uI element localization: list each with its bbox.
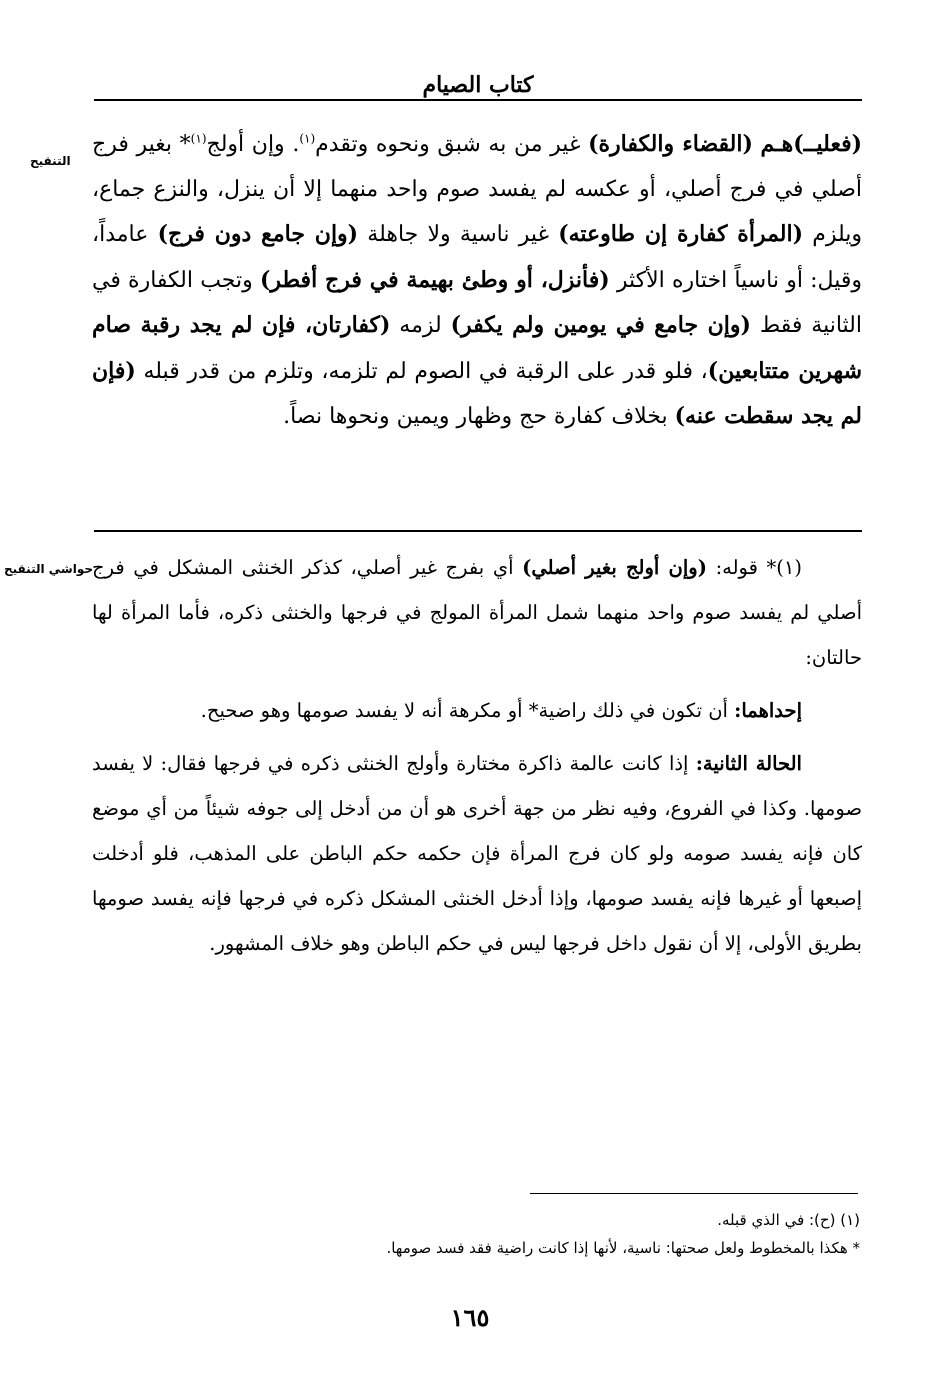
main-bold-segment: (القضاء والكفارة) <box>588 131 753 157</box>
main-text <box>92 122 862 440</box>
main-bold-segment: (المرأة كفارة إن طاوعته) <box>558 221 804 247</box>
main-bold-segment: (فإن لم يجد سقطت عنه) <box>92 357 862 429</box>
main-bold-segment: (وإن جامع في يومين ولم يكفر) <box>450 312 751 338</box>
main-bold-segment: (فعليــ)هـم <box>760 131 862 157</box>
main-text-segment: لزمه <box>390 313 451 338</box>
note-bold: الحالة الثانية: <box>695 752 802 775</box>
main-text-segment: بخلاف كفارة حج وظهار ويمين ونحوها نصاً. <box>283 404 675 429</box>
main-text-segment: غير من به شبق ونحوه وتقدم <box>315 132 589 157</box>
footnote-divider <box>530 1193 858 1194</box>
note-paragraph <box>92 741 862 966</box>
note-paragraph <box>92 545 862 680</box>
side-label-notes: حواشي التنقيح <box>4 562 94 576</box>
main-text-segment: . وإن أولج <box>206 132 300 157</box>
note-paragraph <box>92 688 862 733</box>
main-bold-segment: (كفارتان، فإن لم يجد رقبة صام شهرين متتابعين) <box>92 312 863 384</box>
main-text-segment <box>753 132 761 157</box>
main-bold-segment: (وإن جامع دون فرج) <box>157 221 359 247</box>
footnote-ref: (١) <box>299 131 316 146</box>
note-text: أن تكون في ذلك راضية* أو مكرهة أنه لا يفسد صومها وهو صحيح. <box>200 699 735 722</box>
main-text-segment: غير ناسية ولا جاهلة <box>358 222 559 247</box>
note-text: إذا كانت عالمة ذاكرة مختارة وأولج الخنثى ذكره في فرجها فقال: لا يفسد صومها. وكذا في الفروع، وفيه نظر من جهة أخرى هو أن من أدخل إلى جوفه شيئاً من أي موضع كان فإنه يفسد صومه ولو كان فرج المرأة فإن حكمه حكم الباطن على المذهب، فلو أدخلت إصبعها أو غيرها فإنه يفسد صومها، وإذا أدخل الخنثى المشكل ذكره في فرجها فإنه يفسد صومها بطريق الأولى، إلا أن نقول داخل فرجها ليس في حكم الباطن وهو خلاف المشهور. <box>92 752 862 955</box>
footnote-ref: (١) <box>190 131 207 146</box>
main-text-segment: * بغير فرج أصلي في فرج أصلي، أو عكسه لم يفسد صوم واحد منهما إلا أن ينزل، والنزع جماع، ويلزم <box>92 132 862 247</box>
margin-notes <box>92 545 862 966</box>
footnotes <box>200 1206 860 1262</box>
page-number: ١٦٥ <box>450 1303 490 1332</box>
note-bold: (وإن أولج بغير أصلي) <box>522 556 707 579</box>
footnote: (١) (ح): في الذي قبله. <box>717 1211 860 1229</box>
main-text-segment: ، فلو قدر على الرقبة في الصوم لم تلزمه، وتلزم من قدر قبله <box>135 358 708 384</box>
side-label-main: التنقيح <box>30 154 71 168</box>
note-text: أي بفرج غير أصلي، كذكر الخنثى المشكل في فرج أصلي لم يفسد صوم واحد منهما شمل المرأة المولج في فرجها والخنثى ذكره، فأما المرأة لها حالتان: <box>92 556 862 669</box>
footnote: * هكذا بالمخطوط ولعل صحتها: ناسية، لأنها إذا كانت راضية فقد فسد صومها. <box>386 1239 860 1257</box>
header-divider <box>94 99 862 101</box>
page-title: كتاب الصيام <box>422 72 534 98</box>
note-bold: إحداهما: <box>734 699 802 722</box>
main-text-segment: عامداً، وقيل: أو ناسياً اختاره الأكثر <box>92 222 862 293</box>
main-text-segment: وتجب الكفارة في الثانية فقط <box>92 267 863 338</box>
main-bold-segment: (فأنزل، أو وطئ بهيمة في فرج أفطر) <box>259 266 610 293</box>
notes-divider <box>94 530 862 532</box>
note-text: (١)* قوله: <box>706 556 803 579</box>
